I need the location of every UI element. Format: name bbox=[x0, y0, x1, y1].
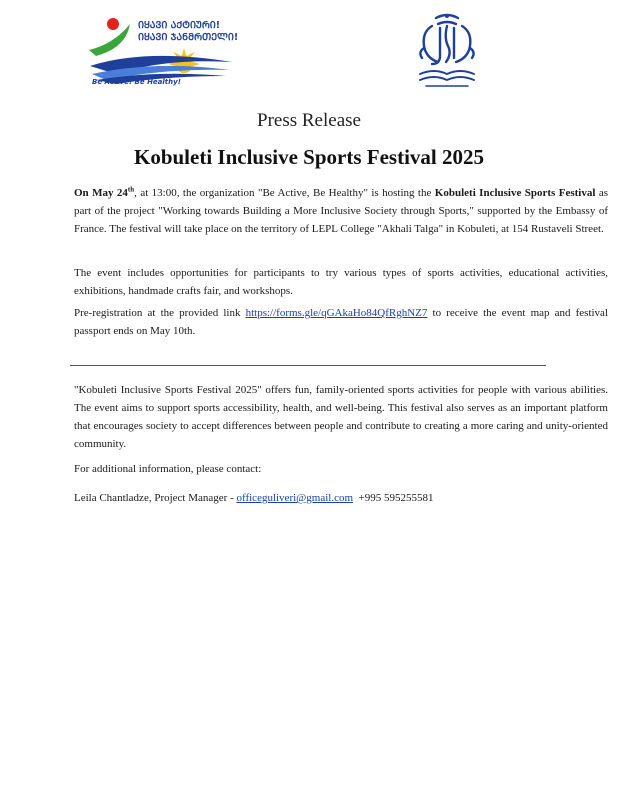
phone-number: +995 595255581 bbox=[358, 492, 434, 504]
logo-line-1: ᲘᲧᲐᲕᲘ ᲐᲥᲢᲘᲣᲠᲘ! bbox=[138, 20, 221, 31]
activities-paragraph: The event includes opportunities for participants to try various types of sports activities, educational activities, exhibitions, handmade crafts fair, and workshops. bbox=[74, 267, 608, 297]
college-emblem bbox=[410, 12, 484, 92]
registration-paragraph: Pre-registration at the provided link https://forms.gle/qGAkaHo84QfRghNZ7 to receive the event map and festival passport ends on May 10th. bbox=[74, 307, 608, 337]
about-paragraph: "Kobuleti Inclusive Sports Festival 2025" offers fun, family-oriented sports activities for people with various abilities. The event aims to support sports accessibility, health, and well-being. This festival also serves as an important platform that encourages society to accept differences between people and contribute to creating a more caring and unity-oriented community. bbox=[74, 384, 608, 450]
page-title: Kobuleti Inclusive Sports Festival 2025 bbox=[133, 145, 485, 169]
press-release-heading: Press Release bbox=[257, 110, 361, 131]
college-emblem-icon bbox=[410, 12, 484, 92]
event-date: On May 24th bbox=[74, 185, 135, 199]
logo-georgian-text bbox=[138, 20, 238, 44]
logo-line-2: ᲘᲧᲐᲕᲘ ᲯᲐᲜᲛᲠᲗᲔᲚᲘ! bbox=[138, 32, 239, 43]
be-active-logo bbox=[86, 14, 239, 92]
divider bbox=[70, 365, 546, 366]
intro-paragraph: On May 24th, at 13:00, the organization "Be Active, Be Healthy" is hosting the Kobuleti Inclusive Sports Festival as part of the project "Working towards Building a More Inclusive Society through Sports," supported by the Embassy of France. The festival will take place on the territory of LEPL College "Akhali Talga" in Kobuleti, at 154 Rustaveli Street. bbox=[74, 185, 608, 235]
logo-slogan: Be Active! Be Healthy! bbox=[92, 78, 181, 86]
festival-name: Kobuleti Inclusive Sports Festival bbox=[434, 187, 596, 199]
registration-link[interactable]: https://forms.gle/qGAkaHo84QfRghNZ7 bbox=[245, 307, 428, 319]
contact-intro: For additional information, please contact: bbox=[74, 463, 262, 475]
email-link[interactable]: officeguliveri@gmail.com bbox=[236, 492, 354, 504]
contact-line: Leila Chantladze, Project Manager - officeguliveri@gmail.com +995 595255581 bbox=[74, 492, 434, 504]
